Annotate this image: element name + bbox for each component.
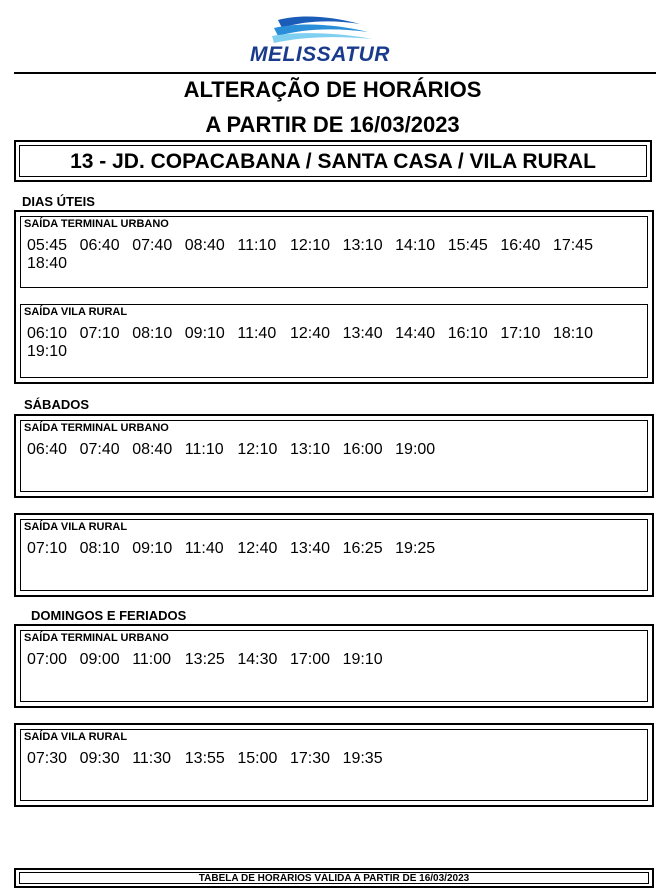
route-box (14, 140, 652, 182)
saturdays-vila-times (21, 540, 647, 558)
departure-time: 17:30 (289, 750, 331, 767)
saturdays-vila-label: SAÍDA VILA RURAL (24, 521, 128, 533)
departure-time: 19:10 (27, 343, 68, 360)
departure-time: 11:30 (132, 750, 172, 767)
footer-text: TABELA DE HORÁRIOS VÁLIDA A PARTIR DE 16/03/2023 (198, 873, 470, 884)
departure-time: 12:10 (289, 237, 331, 254)
departure-time: 11:00 (132, 651, 172, 668)
footer-box (14, 868, 654, 888)
departure-time: 07:40 (132, 237, 173, 254)
weekdays-terminal-label: SAÍDA TERMINAL URBANO (24, 218, 169, 230)
saturdays-terminal-times (21, 441, 647, 459)
departure-time: 08:40 (184, 237, 225, 254)
route-name: 13 - JD. COPACABANA / SANTA CASA / VILA RURAL (19, 145, 647, 177)
departure-time: 14:40 (395, 325, 436, 342)
departure-time: 11:10 (237, 237, 277, 254)
departure-time: 13:40 (289, 540, 331, 557)
sundays-vila-box (20, 729, 648, 801)
departure-time: 13:40 (342, 325, 383, 342)
sundays-terminal-box (20, 630, 648, 702)
departure-time: 12:40 (237, 540, 278, 557)
departure-time: 06:10 (27, 325, 68, 342)
sundays-terminal-times (21, 651, 647, 669)
brand-name: MELISSATUR (250, 43, 390, 66)
weekdays-vila-box (20, 304, 648, 378)
departure-time: 08:10 (132, 325, 173, 342)
departure-time: 16:10 (447, 325, 488, 342)
departure-time: 15:45 (447, 237, 488, 254)
departure-time: 19:35 (342, 750, 383, 767)
sundays-terminal-schedule (14, 624, 654, 708)
departure-time: 15:00 (237, 750, 278, 767)
section-label-sundays: DOMINGOS E FERIADOS (31, 608, 187, 623)
departure-time: 05:45 (27, 237, 68, 254)
saturdays-terminal-box (20, 420, 648, 492)
departure-time: 14:30 (237, 651, 278, 668)
departure-time: 16:40 (500, 237, 541, 254)
departure-time: 09:10 (184, 325, 225, 342)
sundays-vila-times (21, 750, 647, 768)
departure-time: 07:30 (27, 750, 68, 767)
sundays-terminal-label: SAÍDA TERMINAL URBANO (24, 632, 169, 644)
saturdays-terminal-label: SAÍDA TERMINAL URBANO (24, 422, 169, 434)
departure-time: 08:40 (132, 441, 173, 458)
page-title: ALTERAÇÃO DE HORÁRIOS (183, 77, 482, 102)
weekdays-terminal-times (21, 237, 647, 273)
departure-time: 19:25 (395, 540, 436, 557)
departure-time: 07:10 (79, 325, 120, 342)
departure-time: 07:00 (27, 651, 68, 668)
departure-time: 19:10 (342, 651, 383, 668)
weekdays-vila-times (21, 325, 647, 361)
departure-time: 08:10 (79, 540, 120, 557)
weekdays-schedule (14, 210, 654, 384)
footer-inner (19, 872, 649, 884)
departure-time: 16:25 (342, 540, 383, 557)
section-label-saturdays: SÁBADOS (24, 397, 90, 412)
departure-time: 06:40 (79, 237, 120, 254)
section-label-weekdays: DIAS ÚTEIS (22, 194, 95, 209)
saturdays-vila-box (20, 519, 648, 591)
top-rule (14, 72, 656, 74)
departure-time: 13:55 (184, 750, 225, 767)
departure-time: 09:10 (132, 540, 173, 557)
weekdays-terminal-box (20, 216, 648, 288)
departure-time: 13:25 (184, 651, 225, 668)
page-subtitle: A PARTIR DE 16/03/2023 (205, 112, 460, 137)
departure-time: 13:10 (342, 237, 383, 254)
departure-time: 12:40 (289, 325, 331, 342)
saturdays-vila-schedule (14, 513, 654, 597)
departure-time: 14:10 (395, 237, 436, 254)
departure-time: 07:40 (79, 441, 120, 458)
departure-time: 12:10 (237, 441, 278, 458)
departure-time: 19:00 (395, 441, 436, 458)
departure-time: 17:10 (500, 325, 541, 342)
departure-time: 16:00 (342, 441, 383, 458)
departure-time: 11:10 (184, 441, 224, 458)
departure-time: 13:10 (289, 441, 331, 458)
departure-time: 09:30 (79, 750, 120, 767)
departure-time: 18:10 (552, 325, 593, 342)
sundays-vila-label: SAÍDA VILA RURAL (24, 731, 128, 743)
weekdays-vila-label: SAÍDA VILA RURAL (24, 306, 128, 318)
departure-time: 11:40 (237, 325, 277, 342)
sundays-vila-schedule (14, 723, 654, 807)
departure-time: 18:40 (27, 255, 68, 272)
melissatur-logo (250, 14, 390, 70)
departure-time: 17:00 (289, 651, 331, 668)
departure-time: 17:45 (552, 237, 593, 254)
saturdays-terminal-schedule (14, 414, 654, 498)
departure-time: 11:40 (184, 540, 224, 557)
departure-time: 07:10 (27, 540, 68, 557)
departure-time: 09:00 (79, 651, 120, 668)
departure-time: 06:40 (27, 441, 68, 458)
